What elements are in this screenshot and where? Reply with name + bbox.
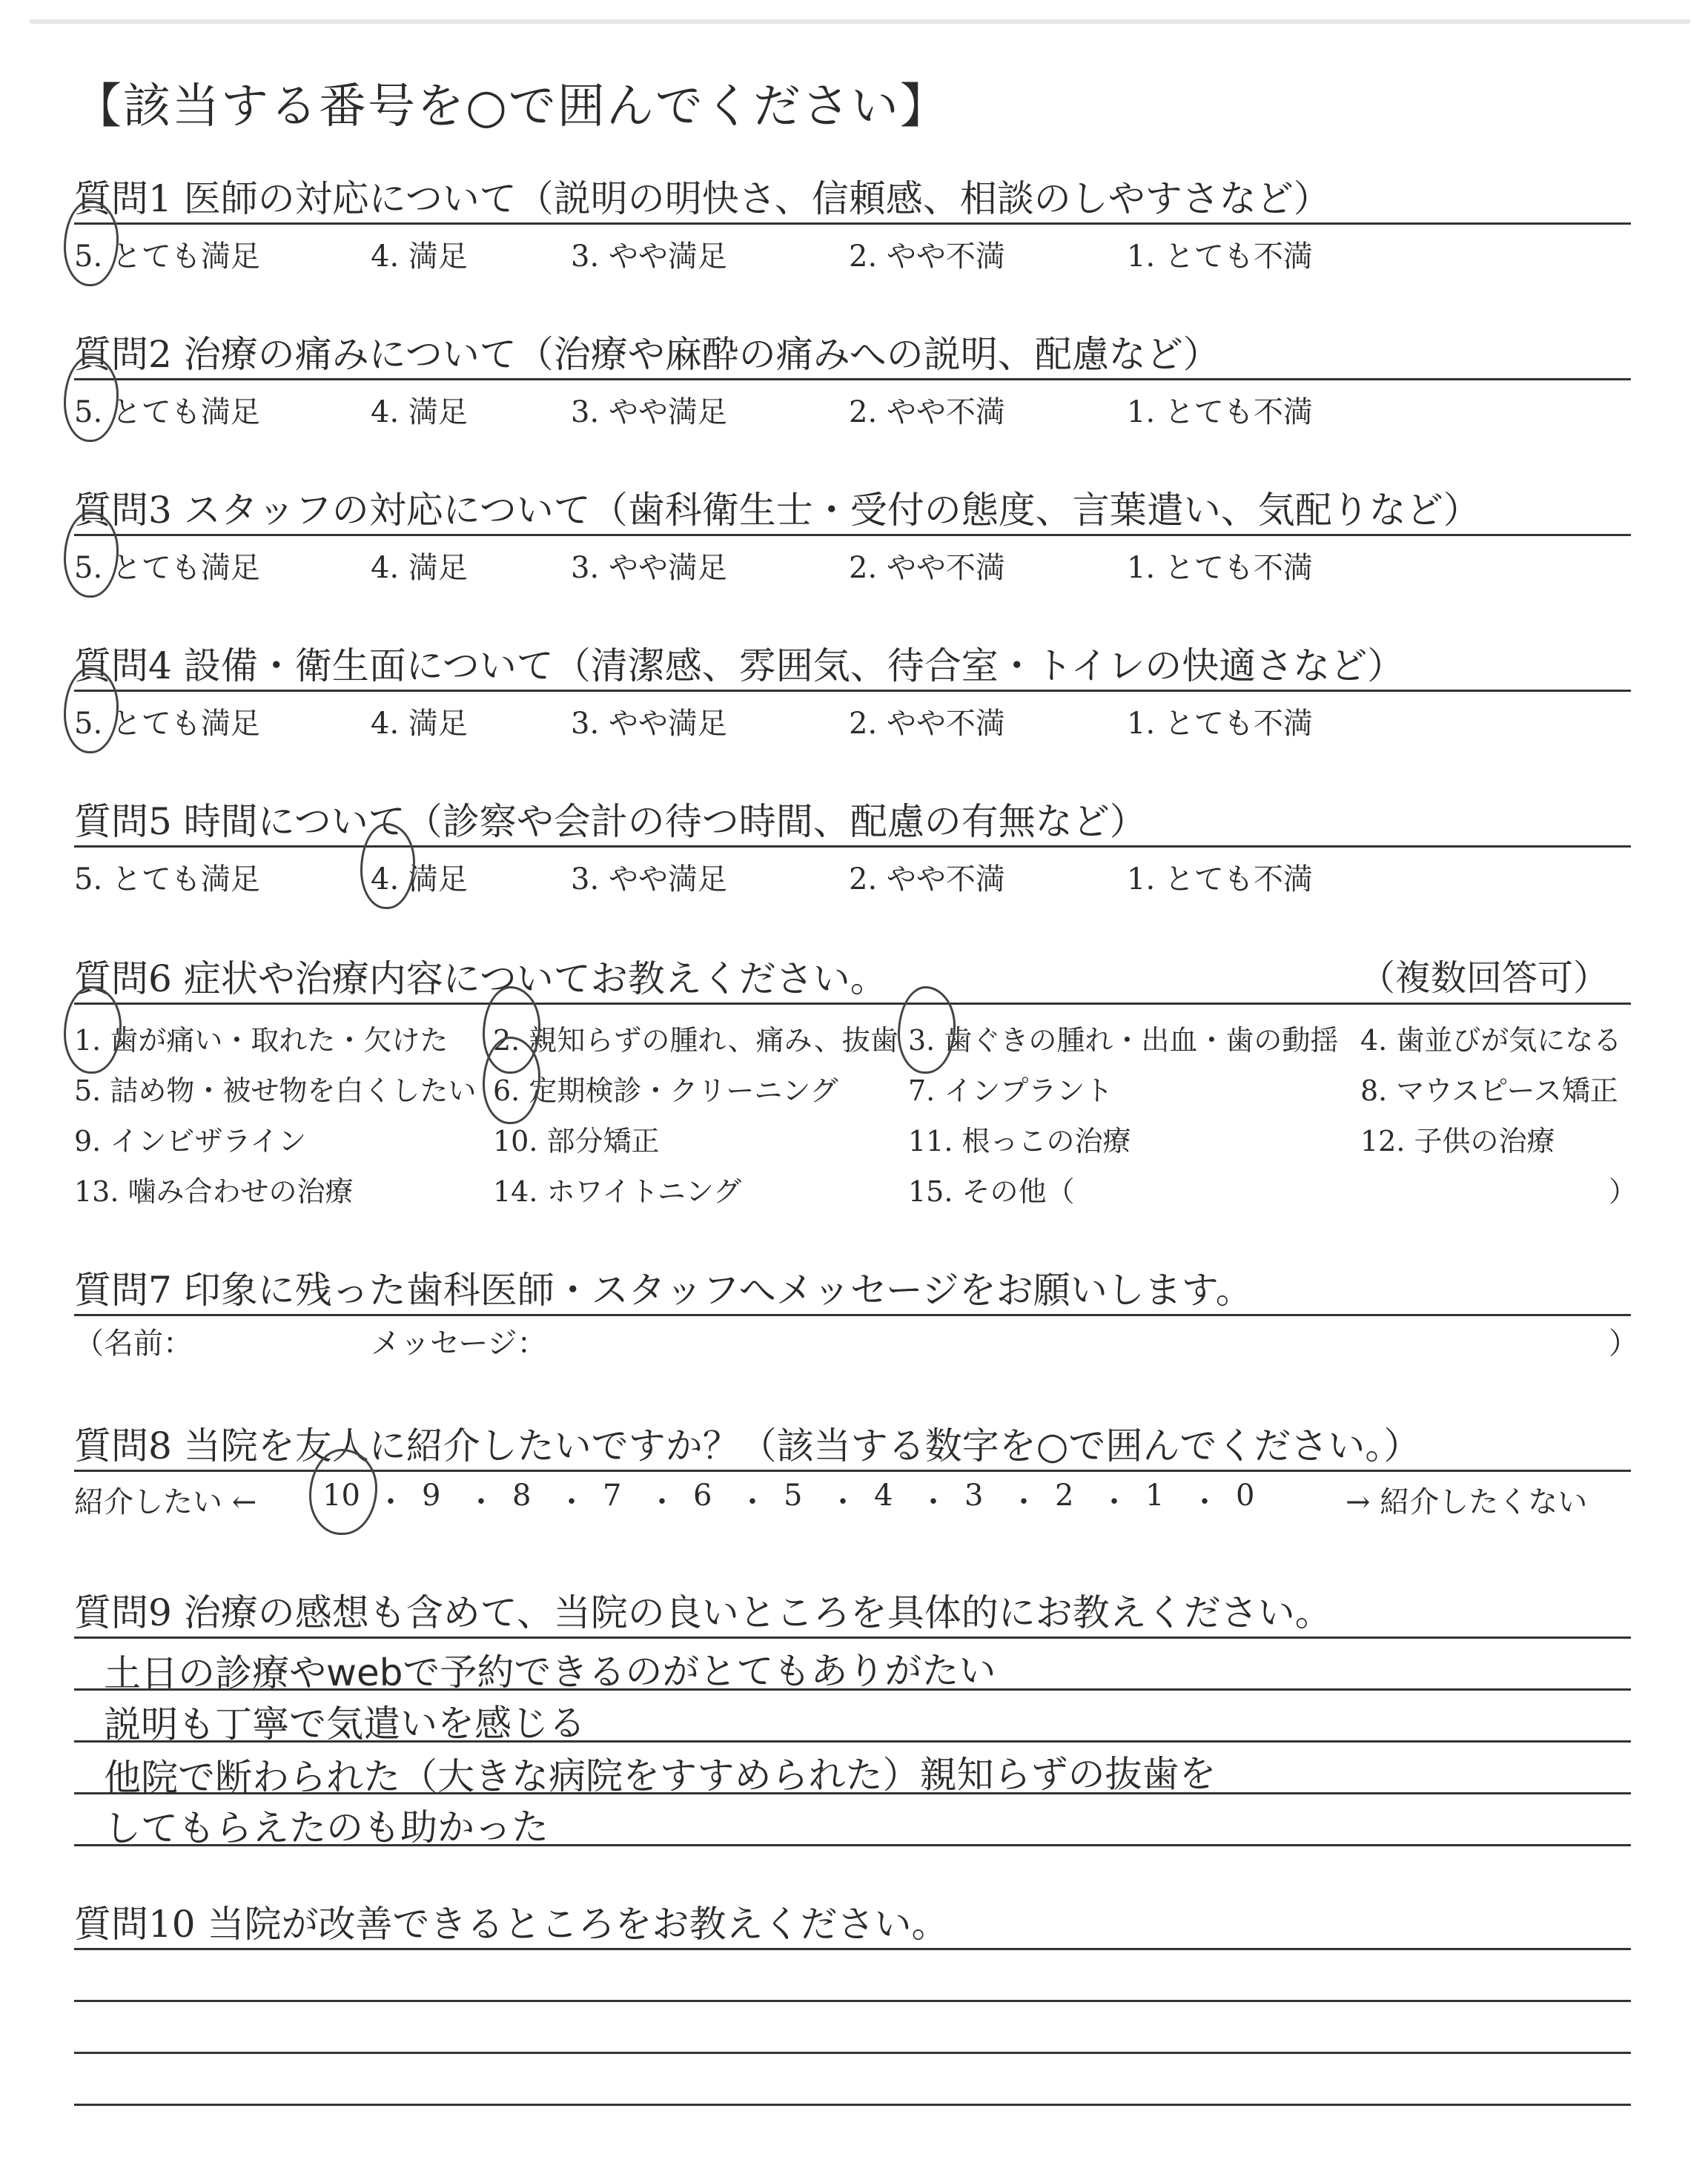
rating-option[interactable]: 2. やや不満 [849, 707, 1005, 741]
scan-top-edge [30, 19, 1690, 24]
question-1 [74, 169, 1631, 274]
symptom-option[interactable]: 3. 歯ぐきの腫れ・出血・歯の動揺 [908, 1024, 1339, 1057]
rating-option[interactable]: 1. とても不満 [1127, 862, 1313, 896]
scale-separator: ・ [828, 1485, 858, 1519]
question-3-label: 質問3 スタッフの対応について（歯科衛生士・受付の態度、言葉遣い、気配りなど） [74, 489, 1480, 532]
scale-number[interactable]: 5 [784, 1479, 803, 1513]
scale-separator: ・ [647, 1485, 677, 1519]
recommend-left-label: 紹介したい ← [74, 1485, 257, 1519]
rating-option[interactable]: 4. 満足 [371, 395, 468, 429]
answer-rule [74, 2000, 1631, 2002]
rating-option[interactable]: 4. 満足 [371, 862, 468, 896]
question-3-rule [74, 534, 1631, 536]
question-7 [74, 1261, 1638, 1361]
symptom-option[interactable]: 9. インビザライン [74, 1125, 307, 1157]
question-9-label: 質問9 治療の感想も含めて、当院の良いところを具体的にお教えください。 [74, 1591, 1332, 1634]
recommend-right-label: → 紹介したくない [1345, 1485, 1588, 1519]
rating-option[interactable]: 5. とても満足 [74, 862, 260, 896]
symptom-option[interactable]: 12. 子供の治療 [1360, 1125, 1555, 1157]
rating-option[interactable]: 5. とても満足 [74, 707, 260, 741]
question-6-label: 質問6 症状や治療内容についてお教えください。 [74, 957, 887, 1000]
scale-number[interactable]: 0 [1236, 1479, 1255, 1513]
question-7-label: 質問7 印象に残った歯科医師・スタッフへメッセージをお願いします。 [74, 1269, 1253, 1312]
symptom-option[interactable]: 11. 根っこの治療 [908, 1125, 1131, 1157]
question-5-rule [74, 845, 1631, 848]
symptom-option[interactable]: 14. ホワイトニング [493, 1175, 742, 1208]
rating-option[interactable]: 5. とても満足 [74, 551, 260, 585]
question-9 [74, 1583, 1631, 1850]
rating-option[interactable]: 4. 満足 [371, 551, 468, 585]
rating-option[interactable]: 3. やや満足 [571, 707, 727, 741]
rating-option[interactable]: 5. とても満足 [74, 395, 260, 429]
question-2-label: 質問2 治療の痛みについて（治療や麻酔の痛みへの説明、配慮など） [74, 333, 1220, 376]
rating-option[interactable]: 2. やや不満 [849, 551, 1005, 585]
symptom-option[interactable]: 6. 定期検診・クリーニング [493, 1074, 838, 1107]
handwritten-answer-line: 土日の診療やwebで予約できるのがとてもありがたい [103, 1648, 996, 1696]
rating-option[interactable]: 2. やや不満 [849, 240, 1005, 274]
question-6 [74, 949, 1638, 1216]
scale-number[interactable]: 10 [322, 1479, 360, 1513]
name-label: （名前： [74, 1327, 193, 1361]
rating-option[interactable]: 4. 満足 [371, 707, 468, 741]
rating-option[interactable]: 1. とても不満 [1127, 707, 1313, 741]
symptom-option[interactable]: 2. 親知らずの腫れ、痛み、抜歯 [493, 1024, 898, 1057]
scale-number[interactable]: 7 [603, 1479, 622, 1513]
rating-option[interactable]: 3. やや満足 [571, 240, 727, 274]
scale-separator: ・ [738, 1485, 767, 1519]
answer-rule [74, 2052, 1631, 2054]
scale-number[interactable]: 2 [1055, 1479, 1074, 1513]
question-10-label: 質問10 当院が改善できるところをお教えください。 [74, 1903, 949, 1946]
rating-option[interactable]: 4. 満足 [371, 240, 468, 274]
symptom-option[interactable]: 7. インプラント [908, 1074, 1113, 1107]
other-close-paren: ） [1609, 1175, 1638, 1208]
answer-rule [74, 1948, 1631, 1950]
rating-option[interactable]: 2. やや不満 [849, 862, 1005, 896]
answer-rule [74, 2104, 1631, 2106]
question-6-rule [74, 1003, 1631, 1005]
symptom-option[interactable]: 10. 部分矯正 [493, 1125, 660, 1157]
question-8-label: 質問8 当院を友人に紹介したいですか？（該当する数字を○で囲んでください。） [74, 1424, 1421, 1467]
rating-option[interactable]: 1. とても不満 [1127, 240, 1313, 274]
symptom-option[interactable]: 13. 噛み合わせの治療 [74, 1175, 354, 1208]
scale-number[interactable]: 1 [1145, 1479, 1165, 1513]
scale-separator: ・ [1190, 1485, 1219, 1519]
question-7-rule [74, 1314, 1631, 1316]
question-8 [74, 1416, 1631, 1520]
page-title: 【該当する番号を○で囲んでください】 [74, 79, 949, 134]
rating-option[interactable]: 1. とても不満 [1127, 551, 1313, 585]
question-4-label: 質問4 設備・衛生面について（清潔感、雰囲気、待合室・トイレの快適さなど） [74, 644, 1405, 687]
multiple-answer-hint: （複数回答可） [1359, 957, 1609, 999]
scale-number[interactable]: 9 [422, 1479, 441, 1513]
question-1-label: 質問1 医師の対応について（説明の明快さ、信頼感、相談のしやすさなど） [74, 177, 1331, 220]
question-3 [74, 480, 1631, 585]
symptom-option[interactable]: 5. 詰め物・被せ物を白くしたい [74, 1074, 477, 1107]
question-8-rule [74, 1470, 1631, 1472]
question-5 [74, 792, 1631, 896]
rating-option[interactable]: 5. とても満足 [74, 240, 260, 274]
scale-separator: ・ [557, 1485, 586, 1519]
symptom-option[interactable]: 8. マウスピース矯正 [1360, 1074, 1618, 1107]
question-5-label: 質問5 時間について（診察や会計の待つ時間、配慮の有無など） [74, 800, 1147, 843]
scale-separator: ・ [918, 1485, 948, 1519]
scale-number[interactable]: 6 [693, 1479, 712, 1513]
scale-number[interactable]: 4 [874, 1479, 893, 1513]
question-4 [74, 636, 1631, 741]
question-1-rule [74, 222, 1631, 225]
question-10 [74, 1895, 1631, 2147]
scale-separator: ・ [376, 1485, 406, 1519]
question-2 [74, 325, 1631, 429]
scale-separator: ・ [466, 1485, 496, 1519]
rating-option[interactable]: 3. やや満足 [571, 862, 727, 896]
symptom-option[interactable]: 1. 歯が痛い・取れた・欠けた [74, 1024, 448, 1057]
rating-option[interactable]: 3. やや満足 [571, 395, 727, 429]
question-2-rule [74, 378, 1631, 380]
answer-rule [74, 1636, 1631, 1639]
rating-option[interactable]: 2. やや不満 [849, 395, 1005, 429]
scale-number[interactable]: 8 [512, 1479, 532, 1513]
scale-separator: ・ [1099, 1485, 1129, 1519]
handwritten-answer-line: してもらえたのも助かった [103, 1805, 549, 1851]
message-label: メッセージ： [371, 1327, 547, 1361]
rating-option[interactable]: 3. やや満足 [571, 551, 727, 585]
symptom-option[interactable]: 4. 歯並びが気になる [1360, 1024, 1622, 1057]
rating-option[interactable]: 1. とても不満 [1127, 395, 1313, 429]
handwritten-answer-line: 他院で断わられた（大きな病院をすすめられた）親知らずの抜歯を [103, 1752, 1217, 1800]
message-close-paren: ） [1609, 1327, 1638, 1361]
symptom-option[interactable]: 15. その他（ [908, 1175, 1075, 1208]
question-4-rule [74, 690, 1631, 692]
scale-number[interactable]: 3 [964, 1479, 984, 1513]
scale-separator: ・ [1009, 1485, 1039, 1519]
handwritten-answer-line: 説明も丁寧で気遣いを感じる [103, 1701, 586, 1747]
